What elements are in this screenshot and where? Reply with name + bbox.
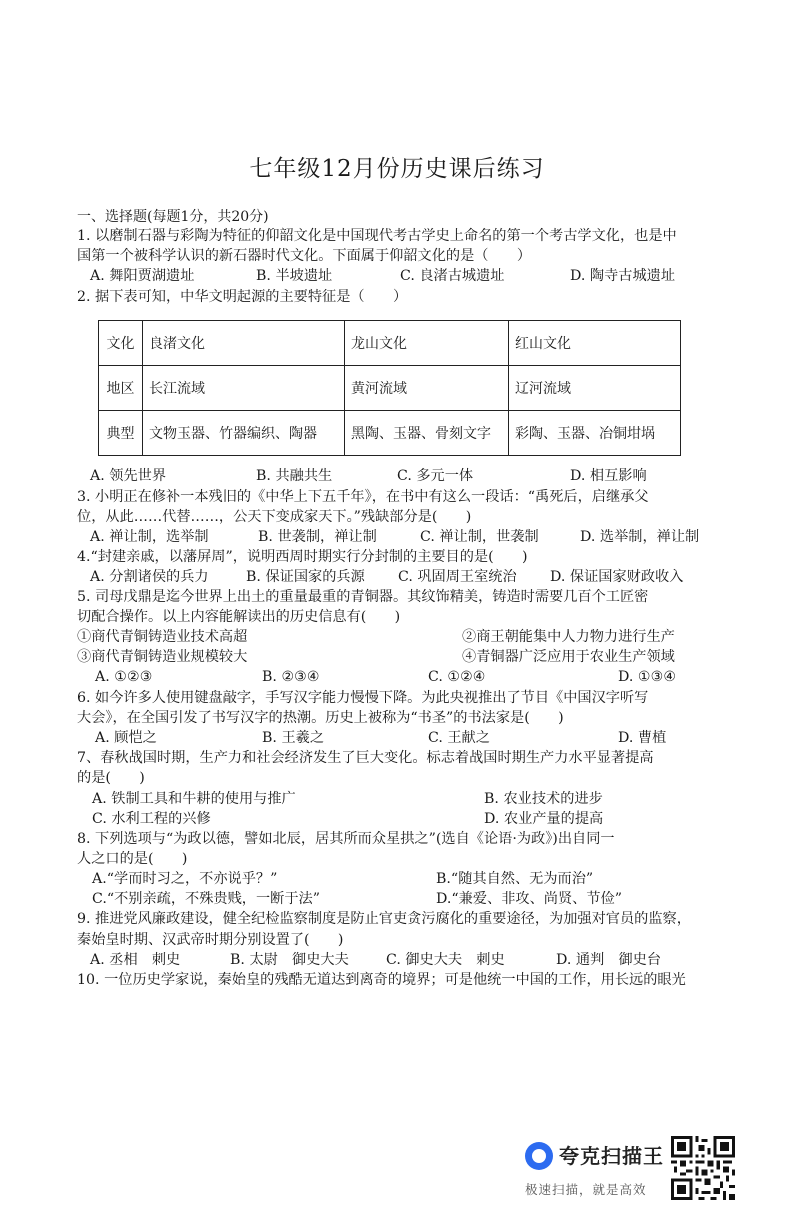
question-5-item-3: ③商代青铜铸造业规模较大 [77, 649, 248, 665]
table-cell: 文物玉器、竹器编织、陶器 [143, 411, 345, 456]
question-1-option-b: B. 半坡遗址 [256, 268, 333, 284]
question-3-option-a: A. 禅让制，选举制 [90, 529, 209, 545]
table-cell: 良渚文化 [143, 321, 345, 366]
question-8-option-a: A.“学而时习之，不亦说乎？” [92, 871, 278, 887]
question-5-line-2: 切配合操作。以上内容能解读出的历史信息有( ) [77, 609, 401, 625]
page-title: 七年级12月份历史课后练习 [249, 156, 545, 182]
question-7-line-2: 的是( ) [77, 770, 145, 786]
question-7-option-d: D. 农业产量的提高 [484, 811, 604, 827]
question-6-line-1: 6. 如今许多人使用键盘敲字，手写汉字能力慢慢下降。为此央视推出了节目《中国汉字听写 [77, 690, 649, 706]
question-9-option-a: A. 丞相 刺史 [90, 952, 181, 968]
table-cell: 彩陶、玉器、冶铜坩埚 [509, 411, 681, 456]
question-4-option-d: D. 保证国家财政收入 [550, 569, 684, 585]
table-cell: 辽河流域 [509, 366, 681, 411]
question-3-line-1: 3. 小明正在修补一本残旧的《中华上下五千年》，在书中有这么一段话：“禹死后，启继承父 [77, 489, 649, 505]
table-row [99, 411, 681, 456]
question-2-option-b: B. 共融共生 [256, 468, 333, 484]
question-2-option-d: D. 相互影响 [570, 468, 647, 484]
question-1-option-a: A. 舞阳贾湖遗址 [90, 268, 195, 284]
culture-table [98, 320, 681, 456]
table-cell: 黄河流域 [345, 366, 509, 411]
question-10-line-1: 10. 一位历史学家说，秦始皇的残酷无道达到离奇的境界；可是他统一中国的工作，用长远的眼光 [77, 972, 686, 988]
question-8-option-c: C.“不别亲疏，不殊贵贱，一断于法” [92, 891, 320, 907]
question-9-line-2: 秦始皇时期、汉武帝时期分别设置了( ) [77, 932, 344, 948]
table-cell: 地区 [99, 366, 143, 411]
question-2-option-a: A. 领先世界 [90, 468, 167, 484]
scanner-logo-icon [525, 1142, 553, 1170]
table-cell: 文化 [99, 321, 143, 366]
table-cell: 红山文化 [509, 321, 681, 366]
question-8-option-d: D.“兼爱、非攻、尚贤、节俭” [436, 891, 622, 907]
section-heading: 一、选择题(每题1分，共20分) [77, 209, 269, 225]
question-5-item-2: ②商王朝能集中人力物力进行生产 [462, 629, 675, 645]
question-7-option-a: A. 铁制工具和牛耕的使用与推广 [92, 791, 296, 807]
question-6-line-2: 大会》，在全国引发了书写汉字的热潮。历史上被称为“书圣”的书法家是( ) [77, 710, 564, 726]
question-4-option-a: A. 分割诸侯的兵力 [90, 569, 209, 585]
question-8-option-b: B.“随其自然、无为而治” [436, 871, 594, 887]
scanner-logo [523, 1138, 668, 1172]
table-cell: 龙山文化 [345, 321, 509, 366]
question-5-line-1: 5. 司母戊鼎是迄今世界上出土的重量最重的青铜器。其纹饰精美，铸造时需要几百个工匠密 [77, 589, 649, 605]
question-1-option-c: C. 良渚古城遗址 [400, 268, 505, 284]
table-cell: 长江流域 [143, 366, 345, 411]
scanner-slogan: 极速扫描，就是高效 [525, 1182, 647, 1197]
question-1-line-1: 1. 以磨制石器与彩陶为特征的仰韶文化是中国现代考古学史上命名的第一个考古学文化，也是中 [77, 228, 677, 244]
question-5-item-4: ④青铜器广泛应用于农业生产领域 [462, 649, 675, 665]
question-5-option-c: C. ①②④ [428, 669, 486, 685]
question-3-line-2: 位，从此……代替……，公天下变成家天下。”残缺部分是( ) [77, 509, 472, 525]
question-1-option-d: D. 陶寺古城遗址 [570, 268, 676, 284]
question-4-option-b: B. 保证国家的兵源 [246, 569, 365, 585]
scanner-brand: 夸克扫描王 [559, 1144, 664, 1168]
question-9-option-b: B. 太尉 御史大夫 [230, 952, 349, 968]
question-1-line-2: 国第一个被科学认识的新石器时代文化。下面属于仰韶文化的是（ ） [77, 248, 532, 264]
question-9-line-1: 9. 推进党风廉政建设，健全纪检监察制度是防止官吏贪污腐化的重要途径，为加强对官员的监察， [77, 911, 691, 927]
question-7-option-b: B. 农业技术的进步 [484, 791, 603, 807]
question-3-option-d: D. 选举制，禅让制 [580, 529, 700, 545]
table-cell: 典型 [99, 411, 143, 456]
table-row [99, 321, 681, 366]
question-5-item-1: ①商代青铜铸造业技术高超 [77, 629, 248, 645]
question-6-option-a: A. 顾恺之 [95, 730, 157, 746]
question-6-option-b: B. 王羲之 [262, 730, 325, 746]
question-5-option-b: B. ②③④ [262, 669, 320, 685]
question-7-option-c: C. 水利工程的兴修 [92, 811, 211, 827]
table-cell: 黑陶、玉器、骨刻文字 [345, 411, 509, 456]
question-6-option-d: D. 曹植 [618, 730, 667, 746]
question-6-option-c: C. 王献之 [428, 730, 490, 746]
question-2-line-1: 2. 据下表可知，中华文明起源的主要特征是（ ） [77, 289, 408, 305]
question-7-line-1: 7、春秋战国时期，生产力和社会经济发生了巨大变化。标志着战国时期生产力水平显著提高 [77, 750, 654, 766]
question-4-line-1: 4.“封建亲戚，以藩屏周”，说明西周时期实行分封制的主要目的是( ) [77, 549, 528, 565]
question-3-option-b: B. 世袭制，禅让制 [258, 529, 377, 545]
question-4-option-c: C. 巩固周王室统治 [398, 569, 517, 585]
question-8-line-1: 8. 下列选项与“为政以德，譬如北辰，居其所而众星拱之”(选自《论语·为政》)出自同一 [77, 831, 615, 847]
question-9-option-c: C. 御史大夫 刺史 [386, 952, 505, 968]
qr-code-icon [671, 1136, 735, 1200]
table-row [99, 366, 681, 411]
question-5-option-d: D. ①③④ [618, 669, 677, 685]
question-2-option-c: C. 多元一体 [397, 468, 474, 484]
question-9-option-d: D. 通判 御史台 [556, 952, 662, 968]
question-8-line-2: 人之口的是( ) [77, 851, 188, 867]
question-3-option-c: C. 禅让制，世袭制 [420, 529, 539, 545]
question-5-option-a: A. ①②③ [95, 669, 153, 685]
